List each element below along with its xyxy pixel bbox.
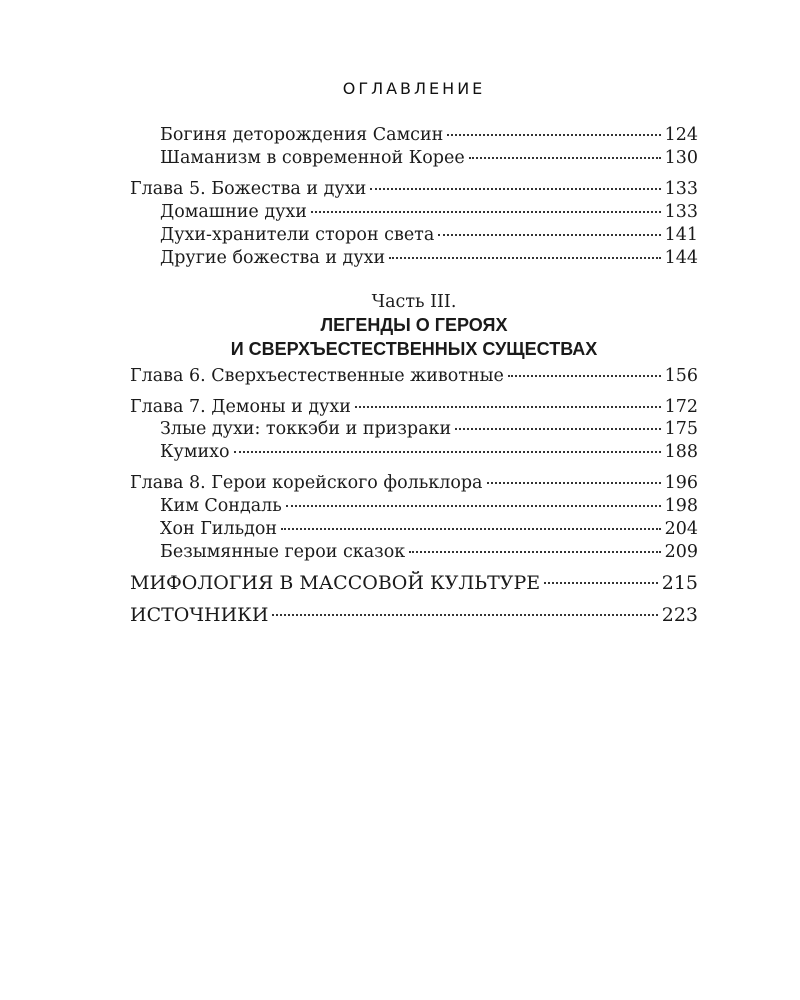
toc-entry[interactable] [130, 418, 698, 440]
toc-entry-page: 196 [664, 473, 698, 493]
toc-section-entry[interactable] [130, 604, 698, 626]
toc-entry-title: Кумихо [160, 442, 230, 462]
toc-entry-page: 130 [664, 148, 698, 168]
toc-entry-title: Богиня деторождения Самсин [160, 125, 444, 145]
dot-leader [469, 156, 661, 159]
toc-entry-page: 204 [664, 519, 698, 539]
toc-entry[interactable] [130, 124, 698, 146]
toc-entry-title: Глава 8. Герои корейского фольклора [130, 473, 483, 493]
toc-entry-page: 124 [664, 125, 698, 145]
dot-leader [355, 405, 661, 408]
page-header: ОГЛАВЛЕНИЕ [342, 79, 486, 98]
toc-entry[interactable] [130, 147, 698, 169]
toc-entry[interactable] [130, 224, 698, 246]
part-title-line-1: ЛЕГЕНДЫ О ГЕРОЯХ [320, 315, 508, 335]
toc-chapter-entry[interactable] [130, 178, 698, 200]
toc-entry-title: Ким Сондаль [160, 496, 282, 516]
toc-chapter-entry[interactable] [130, 396, 698, 418]
part-title-line-2: И СВЕРХЪЕСТЕСТВЕННЫХ СУЩЕСТВАХ [230, 339, 598, 359]
toc-entry[interactable] [130, 247, 698, 269]
toc-section-entry[interactable] [130, 572, 698, 594]
toc-entry-title: Другие божества и духи [160, 248, 386, 268]
toc-entry-title: Злые духи: токкэби и призраки [160, 419, 452, 439]
toc-entry-title: Шаманизм в современной Корее [160, 148, 465, 168]
dot-leader [286, 504, 661, 507]
dot-leader [389, 256, 660, 259]
toc-page [130, 0, 698, 1000]
toc-entry-title: Глава 6. Сверхъестественные животные [130, 366, 504, 386]
toc-entry-page: 223 [661, 604, 698, 626]
dot-leader [311, 210, 661, 213]
toc-entry[interactable] [130, 441, 698, 463]
dot-leader [234, 450, 661, 453]
toc-entry[interactable] [130, 518, 698, 540]
toc-entry-page: 144 [664, 248, 698, 268]
toc-entry-page: 172 [664, 397, 698, 417]
dot-leader [447, 133, 660, 136]
toc-entry-page: 175 [664, 419, 698, 439]
dot-leader [455, 427, 660, 430]
toc-entry-page: 188 [664, 442, 698, 462]
toc-entry-title: Глава 5. Божества и духи [130, 179, 367, 199]
part-label: Часть III. [371, 292, 457, 312]
dot-leader [487, 481, 661, 484]
toc-entry-title: ИСТОЧНИКИ [130, 604, 269, 626]
toc-entry-page: 141 [664, 225, 698, 245]
dot-leader [508, 374, 661, 377]
dot-leader [370, 187, 660, 190]
toc-entry-title: Безымянные герои сказок [160, 542, 406, 562]
toc-entry-title: Домашние духи [160, 202, 307, 222]
toc-entry-page: 133 [664, 179, 698, 199]
dot-leader [272, 613, 657, 616]
toc-entry-page: 198 [664, 496, 698, 516]
dot-leader [544, 581, 658, 584]
dot-leader [281, 527, 661, 530]
toc-entry[interactable] [130, 201, 698, 223]
toc-entry[interactable] [130, 541, 698, 563]
toc-entry-page: 156 [664, 366, 698, 386]
dot-leader [409, 550, 660, 553]
toc-entry-title: Хон Гильдон [160, 519, 278, 539]
toc-chapter-entry[interactable] [130, 365, 698, 387]
toc-entry-title: Духи-хранители сторон света [160, 225, 435, 245]
toc-entry-title: МИФОЛОГИЯ В МАССОВОЙ КУЛЬТУРЕ [130, 572, 541, 594]
toc-entry-page: 209 [664, 542, 698, 562]
toc-chapter-entry[interactable] [130, 472, 698, 494]
toc-entry-title: Глава 7. Демоны и духи [130, 397, 351, 417]
toc-entry-page: 133 [664, 202, 698, 222]
dot-leader [438, 233, 660, 236]
toc-entry-page: 215 [661, 572, 698, 594]
toc-entry[interactable] [130, 495, 698, 517]
